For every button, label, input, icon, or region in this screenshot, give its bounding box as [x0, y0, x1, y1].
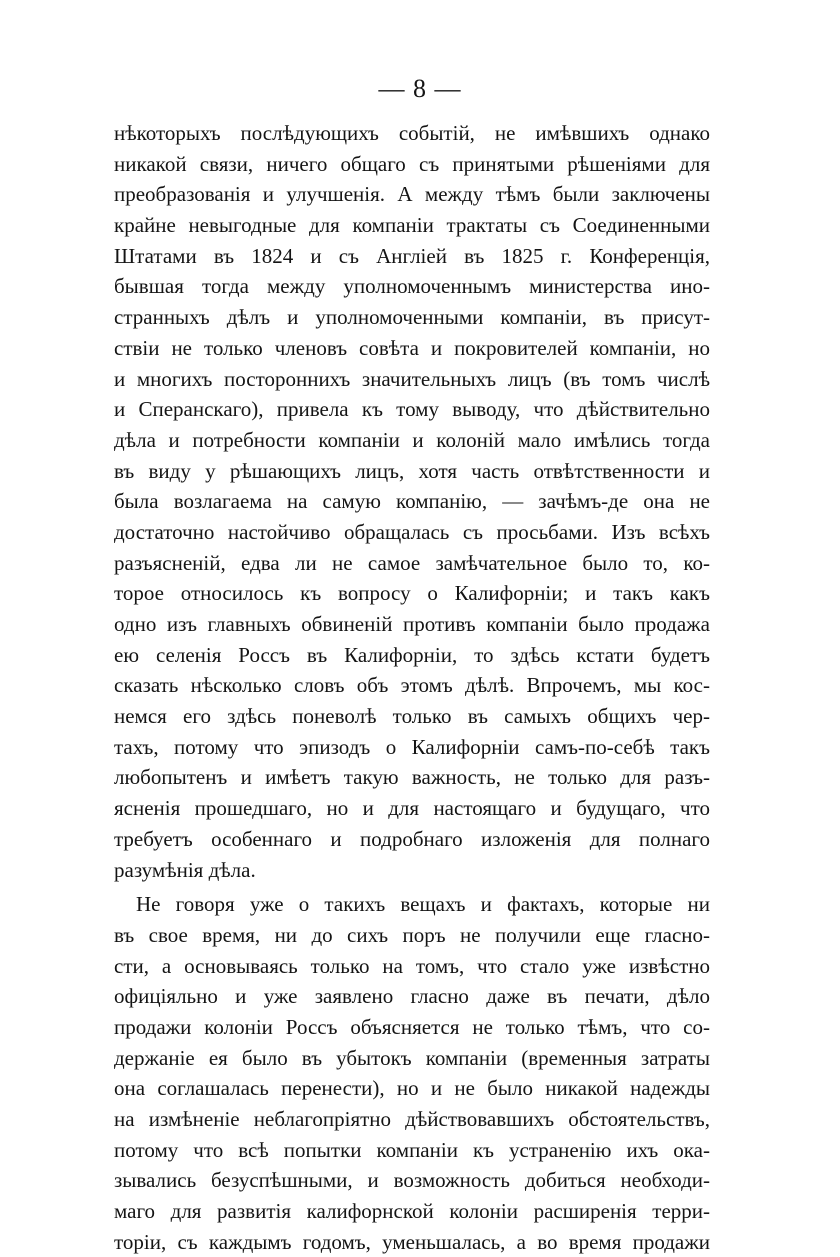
text-line: ею селенія Россъ въ Калифорніи, то здѣсь кстати будетъ: [114, 642, 710, 667]
text-line: разумѣнія дѣла.: [114, 857, 256, 882]
page-number: — 8 —: [378, 74, 462, 103]
text-line: ясненія прошедшаго, но и для настоящаго и будущаго, что: [114, 796, 710, 821]
text-line: маго для развитія калифорнской колоніи расширенія терри-: [114, 1199, 710, 1224]
text-line: требуетъ особеннаго и подробнаго изложенія для полнаго: [114, 826, 710, 851]
text-line: торіи, съ каждымъ годомъ, уменьшалась, а во время продажи: [114, 1229, 710, 1254]
text-line: дѣла и потребности компаніи и колоній мало имѣлись тогда: [114, 427, 710, 452]
text-line: бывшая тогда между уполномоченнымъ министерства ино-: [114, 274, 710, 299]
text-line: ствіи не только членовъ совѣта и покровителей компаніи, но: [114, 335, 710, 360]
paragraph-2: [114, 889, 710, 1257]
text-line: немся его здѣсь поневолѣ только въ самыхъ общихъ чер-: [114, 704, 710, 729]
text-line: сти, а основываясь только на томъ, что стало уже извѣстно: [114, 953, 710, 978]
text-line: разъясненій, едва ли не самое замѣчательное было то, ко-: [114, 550, 710, 575]
text-line: Штатами въ 1824 и съ Англіей въ 1825 г. Конференція,: [114, 243, 710, 268]
text-line: офиціяльно и уже заявлено гласно даже въ печати, дѣло: [114, 984, 710, 1009]
text-line: сказать нѣсколько словъ объ этомъ дѣлѣ. Впрочемъ, мы кос-: [114, 673, 710, 698]
text-line: странныхъ дѣлъ и уполномоченными компаніи, въ присут-: [114, 305, 710, 330]
text-line: никакой связи, ничего общаго съ принятыми рѣшеніями для: [114, 151, 710, 176]
text-line: въ виду у рѣшающихъ лицъ, хотя часть отвѣтственности и: [114, 458, 710, 483]
text-line: на измѣненіе неблагопріятно дѣйствовавшихъ обстоятельствъ,: [114, 1107, 710, 1131]
text-line: любопытенъ и имѣетъ такую важность, не только для разъ-: [114, 765, 710, 790]
text-line: Не говоря уже о такихъ вещахъ и фактахъ, которые ни: [136, 892, 710, 917]
text-line: была возлагаема на самую компанію, — зачѣмъ-де она не: [114, 489, 710, 514]
text-line: продажи колоніи Россъ объясняется не только тѣмъ, что со-: [114, 1014, 710, 1039]
text-line: въ свое время, ни до сихъ поръ не получили еще гласно-: [114, 922, 710, 947]
text-line: и Сперанскаго), привела къ тому выводу, что дѣйствительно: [114, 397, 710, 422]
body-text: [114, 118, 710, 1257]
text-line: крайне невыгодные для компаніи трактаты съ Соединенными: [114, 213, 710, 238]
text-line: нѣкоторыхъ послѣдующихъ событій, не имѣвшихъ однако: [114, 121, 710, 145]
text-line: одно изъ главныхъ обвиненій противъ компаніи было продажа: [114, 612, 710, 636]
text-line: преобразованія и улучшенія. А между тѣмъ были заключены: [114, 182, 710, 207]
text-line: зывались безуспѣшными, и возможность добиться необходи-: [114, 1168, 710, 1193]
text-line: тахъ, потому что эпизодъ о Калифорніи самъ-по-себѣ такъ: [114, 734, 710, 759]
text-line: она соглашалась перенести), но и не было никакой надежды: [114, 1076, 710, 1101]
text-line: достаточно настойчиво обращалась съ просьбами. Изъ всѣхъ: [114, 519, 710, 544]
text-line: и многихъ постороннихъ значительныхъ лицъ (въ томъ числѣ: [114, 366, 710, 391]
paragraph-1: [114, 118, 710, 885]
text-line: держаніе ея было въ убытокъ компаніи (временныя затраты: [114, 1045, 710, 1070]
text-line: потому что всѣ попытки компаніи къ устраненію ихъ ока-: [114, 1137, 710, 1162]
text-line: торое относилось къ вопросу о Калифорніи; и такъ какъ: [114, 581, 710, 606]
